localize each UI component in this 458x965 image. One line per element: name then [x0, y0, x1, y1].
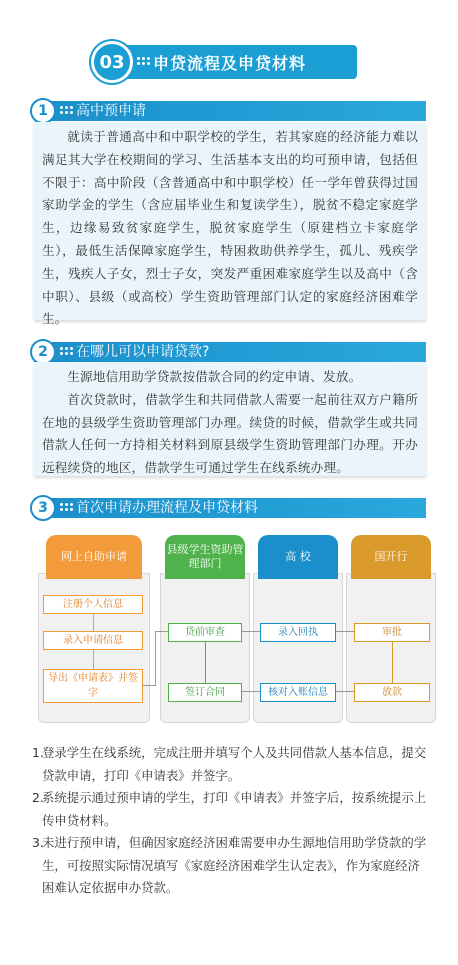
- note-item: [32, 742, 432, 787]
- step-sign-contract: 签订合同: [168, 683, 242, 702]
- paragraph: 首次贷款时，借款学生和共同借款人需要一起前往双方户籍所在地的县级学生资助管理部门办理。续贷的时候，借款学生或共同借款人任何一方持相关材料到原县级学生资助管理部门办理。开办远程续贷的地区，借款学生可通过学生在线系统办理。: [42, 391, 418, 476]
- dots-icon: [60, 106, 74, 116]
- section-body-2: [34, 362, 426, 476]
- step-export: 导出《申请表》并签字: [43, 669, 143, 703]
- connector-line: [336, 631, 354, 632]
- connector-line: [155, 631, 156, 686]
- section-number: 3: [30, 495, 56, 521]
- column-head-online: 网上自助申请: [46, 535, 142, 579]
- connector-line: [242, 691, 260, 692]
- notes-list: [32, 742, 432, 900]
- section-number: 1: [30, 98, 56, 124]
- note-item: [32, 832, 432, 900]
- banner-title: 申贷流程及申贷材料: [153, 54, 307, 73]
- note-number: 1.: [32, 745, 44, 760]
- dots-icon: [60, 503, 74, 513]
- section-banner: [95, 45, 357, 79]
- note-number: 3.: [32, 835, 44, 850]
- dots-icon: [137, 57, 151, 67]
- column-head-cdb: 国开行: [351, 535, 431, 579]
- step-verify-account: 核对入账信息: [260, 683, 336, 702]
- arrow-down: [205, 641, 206, 683]
- step-enter-application: 录入申请信息: [43, 631, 143, 650]
- column-head-county: 县级学生资助管理部门: [165, 535, 245, 579]
- connector-line: [242, 631, 260, 632]
- section-body-1: [34, 122, 426, 327]
- section-number: 2: [30, 339, 56, 365]
- connector-line: [143, 685, 155, 686]
- note-text: 登录学生在线系统，完成注册并填写个人及共同借款人基本信息，提交贷款申请，打印《申请表》并签字。: [42, 745, 427, 783]
- dots-icon: [60, 347, 74, 357]
- step-register: 注册个人信息: [43, 595, 143, 614]
- column-head-university: 高 校: [258, 535, 338, 579]
- section-title: 在哪儿可以申请贷款?: [76, 344, 210, 360]
- arrow-down: [93, 649, 94, 669]
- banner-number: 03: [91, 41, 133, 83]
- step-approve: 审批: [354, 623, 430, 642]
- step-enter-receipt: 录入回执: [260, 623, 336, 642]
- section-header-2: [34, 342, 426, 362]
- flow-chart: [38, 535, 428, 725]
- note-number: 2.: [32, 790, 44, 805]
- arrow-down: [392, 641, 393, 683]
- section-header-1: [34, 101, 426, 121]
- connector-line: [336, 691, 354, 692]
- step-disburse: 放款: [354, 683, 430, 702]
- connector-line: [155, 631, 168, 632]
- step-pre-review: 贷前审查: [168, 623, 242, 642]
- note-text: 未进行预申请，但确因家庭经济困难需要申办生源地信用助学贷款的学生，可按照实际情况填写《家庭经济困难学生认定表》，作为家庭经济困难认定依据申办贷款。: [42, 835, 427, 895]
- note-item: [32, 787, 432, 832]
- arrow-down: [93, 613, 94, 631]
- section-title: 首次申请办理流程及申贷材料: [76, 500, 258, 516]
- note-text: 系统提示通过预申请的学生，打印《申请表》并签字后，按系统提示上传申贷材料。: [42, 790, 427, 828]
- paragraph: 生源地信用助学贷款按借款合同的约定申请、发放。: [67, 369, 362, 384]
- section-title: 高中预申请: [76, 103, 146, 119]
- section-header-3: [34, 498, 426, 518]
- paragraph: 就读于普通高中和中职学校的学生，若其家庭的经济能力难以满足其大学在校期间的学习、生活基本支出的均可预申请，包括但不限于：高中阶段（含普通高中和中职学校）任一学年曾获得过国家助学金的学生（含应届毕业生和复读学生），脱贫不稳定家庭学生，边缘易致贫家庭学生，脱贫家庭学生（原建档立卡家庭学生），最低生活保障家庭学生，特困救助供养学生，孤儿、残疾学生，残疾人子女，烈士子女，突发严重困难家庭学生以及高中（含中职）、县级（或高校）学生资助管理部门认定的家庭经济困难学生。: [42, 129, 418, 327]
